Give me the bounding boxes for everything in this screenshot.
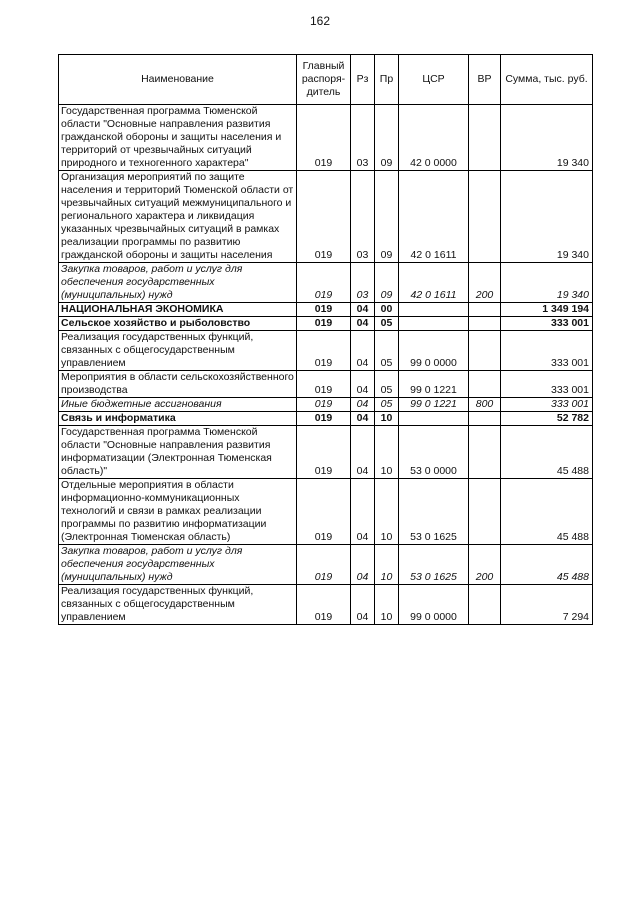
cell-pr: 09 [375,263,399,303]
cell-csr: 99 0 0000 [399,331,469,371]
cell-name: НАЦИОНАЛЬНАЯ ЭКОНОМИКА [59,303,297,317]
header-manager: Главный распоря-дитель [297,55,351,105]
cell-vr [469,479,501,545]
cell-csr: 42 0 1611 [399,171,469,263]
cell-rz: 04 [351,585,375,625]
cell-manager: 019 [297,398,351,412]
cell-vr: 200 [469,263,501,303]
cell-csr: 53 0 1625 [399,545,469,585]
cell-sum: 333 001 [501,317,593,331]
table-row [59,331,593,371]
table-row [59,398,593,412]
cell-rz: 04 [351,303,375,317]
cell-rz: 03 [351,171,375,263]
cell-manager: 019 [297,412,351,426]
cell-csr: 99 0 0000 [399,585,469,625]
cell-manager: 019 [297,479,351,545]
table-body [59,105,593,625]
cell-pr: 05 [375,398,399,412]
cell-rz: 04 [351,331,375,371]
cell-sum: 45 488 [501,426,593,479]
cell-vr [469,371,501,398]
budget-table [58,54,593,625]
table-row [59,317,593,331]
cell-csr: 42 0 0000 [399,105,469,171]
cell-rz: 04 [351,398,375,412]
cell-manager: 019 [297,426,351,479]
cell-rz: 03 [351,105,375,171]
cell-rz: 04 [351,412,375,426]
cell-csr [399,303,469,317]
table-row [59,303,593,317]
cell-pr: 10 [375,426,399,479]
cell-manager: 019 [297,317,351,331]
cell-sum: 1 349 194 [501,303,593,317]
cell-manager: 019 [297,263,351,303]
cell-name: Государственная программа Тюменской области "Основные направления развития информатизации (Электронная Тюменская область)" [59,426,297,479]
cell-pr: 10 [375,412,399,426]
cell-pr: 05 [375,317,399,331]
cell-csr [399,412,469,426]
cell-vr [469,331,501,371]
table-row [59,479,593,545]
cell-sum: 333 001 [501,398,593,412]
table-row [59,412,593,426]
cell-csr [399,317,469,331]
header-vr: ВР [469,55,501,105]
cell-manager: 019 [297,331,351,371]
cell-rz: 04 [351,371,375,398]
cell-name: Связь и информатика [59,412,297,426]
cell-vr [469,105,501,171]
table-row [59,263,593,303]
table-row [59,105,593,171]
cell-pr: 05 [375,371,399,398]
cell-pr: 10 [375,479,399,545]
page-number: 162 [309,14,331,28]
cell-name: Государственная программа Тюменской области "Основные направления развития гражданской обороны и защиты населения и территорий от чрезвычайных ситуаций природного и техногенного характера" [59,105,297,171]
cell-pr: 09 [375,105,399,171]
cell-vr [469,171,501,263]
cell-sum: 7 294 [501,585,593,625]
cell-rz: 04 [351,479,375,545]
header-pr: Пр [375,55,399,105]
cell-name: Иные бюджетные ассигнования [59,398,297,412]
table-row [59,585,593,625]
cell-csr: 99 0 1221 [399,398,469,412]
cell-name: Организация мероприятий по защите населения и территорий Тюменской области от чрезвычайных ситуаций межмуниципального и регионального характера и ликвидация указанных чрезвычайных ситуаций в рамках реализации программы по развитию гражданской обороны и защиты населения [59,171,297,263]
cell-vr [469,426,501,479]
cell-name: Мероприятия в области сельскохозяйственного производства [59,371,297,398]
cell-name: Реализация государственных функций, связанных с общегосударственным управлением [59,331,297,371]
cell-vr: 200 [469,545,501,585]
cell-vr [469,303,501,317]
cell-manager: 019 [297,585,351,625]
cell-name: Реализация государственных функций, связанных с общегосударственным управлением [59,585,297,625]
header-rz: Рз [351,55,375,105]
cell-pr: 09 [375,171,399,263]
cell-sum: 19 340 [501,171,593,263]
cell-pr: 10 [375,545,399,585]
cell-csr: 99 0 1221 [399,371,469,398]
cell-name: Отдельные мероприятия в области информационно-коммуникационных технологий и связи в рамках реализации программы по развитию информатизации (Электронная Тюменская область) [59,479,297,545]
header-name: Наименование [59,55,297,105]
cell-name: Сельское хозяйство и рыболовство [59,317,297,331]
table-row [59,371,593,398]
cell-sum: 333 001 [501,331,593,371]
cell-vr [469,585,501,625]
cell-vr [469,412,501,426]
cell-pr: 00 [375,303,399,317]
table-row [59,426,593,479]
cell-csr: 53 0 1625 [399,479,469,545]
cell-rz: 04 [351,545,375,585]
cell-sum: 19 340 [501,105,593,171]
cell-sum: 45 488 [501,479,593,545]
cell-vr: 800 [469,398,501,412]
cell-manager: 019 [297,545,351,585]
cell-manager: 019 [297,371,351,398]
header-row [59,55,593,105]
cell-csr: 42 0 1611 [399,263,469,303]
cell-name: Закупка товаров, работ и услуг для обеспечения государственных (муниципальных) нужд [59,545,297,585]
cell-pr: 10 [375,585,399,625]
header-sum: Сумма, тыс. руб. [501,55,593,105]
table-row [59,545,593,585]
cell-vr [469,317,501,331]
cell-name: Закупка товаров, работ и услуг для обеспечения государственных (муниципальных) нужд [59,263,297,303]
cell-rz: 04 [351,426,375,479]
cell-manager: 019 [297,303,351,317]
cell-sum: 52 782 [501,412,593,426]
cell-manager: 019 [297,105,351,171]
cell-rz: 03 [351,263,375,303]
cell-pr: 05 [375,331,399,371]
cell-rz: 04 [351,317,375,331]
cell-sum: 45 488 [501,545,593,585]
table-row [59,171,593,263]
cell-sum: 333 001 [501,371,593,398]
cell-manager: 019 [297,171,351,263]
header-csr: ЦСР [399,55,469,105]
cell-csr: 53 0 0000 [399,426,469,479]
cell-sum: 19 340 [501,263,593,303]
